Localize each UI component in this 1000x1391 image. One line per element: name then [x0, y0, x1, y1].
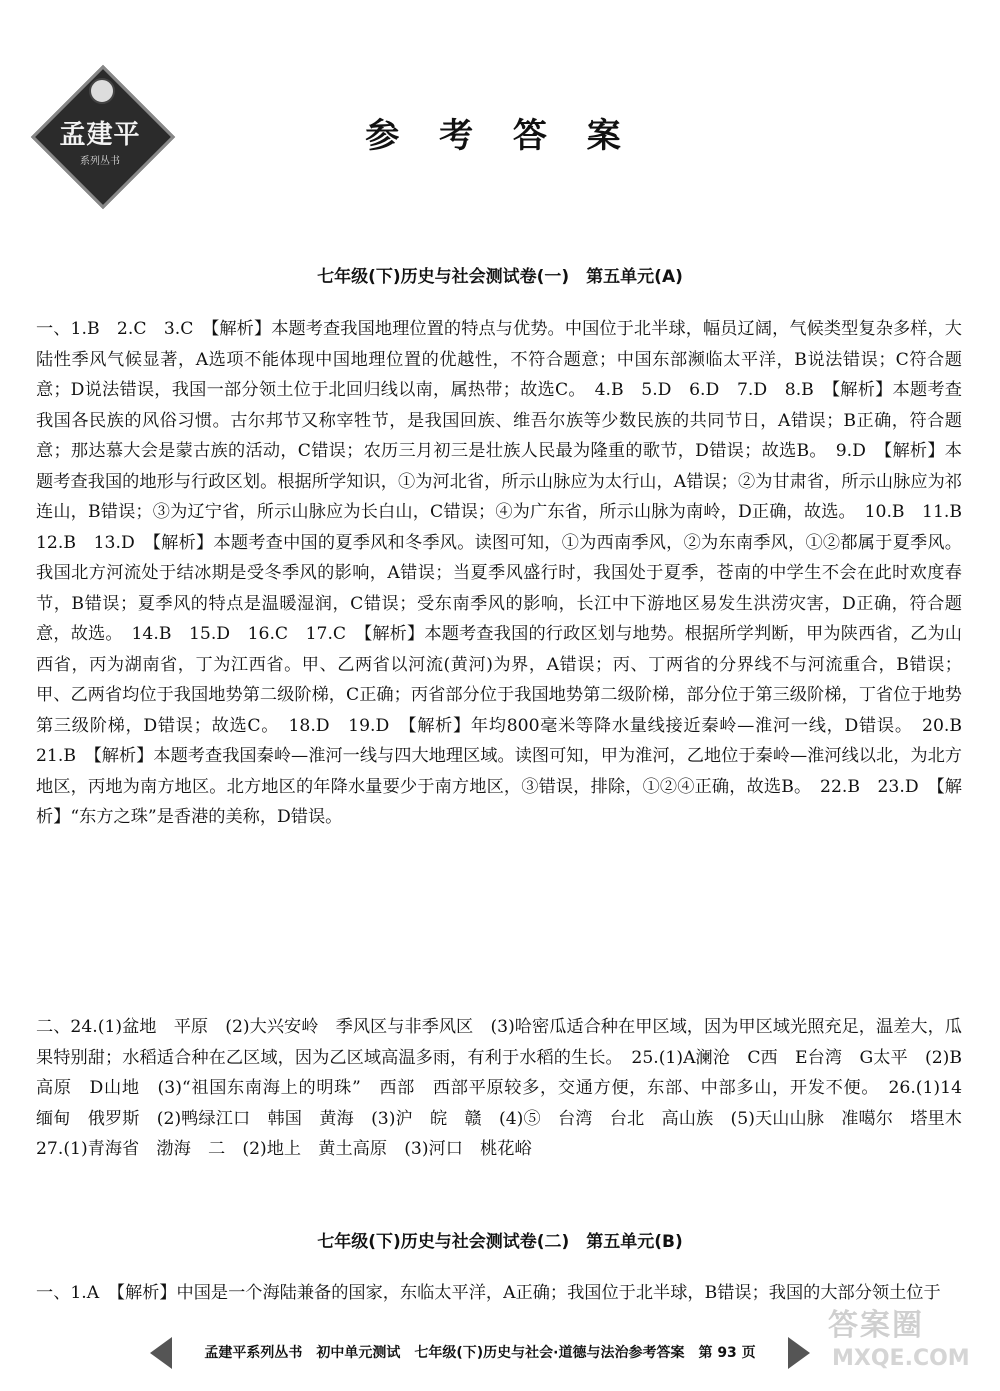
answer-paragraph-3: 一、1.A 【解析】中国是一个海陆兼备的国家，东临太平洋，A正确；我国位于北半球，B错误；我国的大部分领土位于 — [36, 1283, 941, 1303]
answer-paragraph-2: 二、24.(1)盆地 平原 (2)大兴安岭 季风区与非季风区 (3)哈密瓜适合种在甲区域，因为甲区域光照充足，温差大，瓜果特别甜；水稻适合种在乙区域，因为乙区域高温多雨，有利于水稻的生长。 25.(1)A澜沧 C西 E台湾 G太平 (2)B高原 D山地 (3)“祖国东南海上的明珠” 西部 西部平原较多，交通方便，东部、中部多山，开发不便。 26.(1)14 缅甸 俄罗斯 (2)鸭绿江口 韩国 黄海 (3)沪 皖 赣 (4)⑤ 台湾 台北 高山族 (5)天山山脉 准噶尔 塔里木 27.(1)青海省 渤海 二 (2)地上 黄土高原 (3)河口 桃花峪 — [36, 1017, 980, 1159]
footer-left-arrow-icon — [150, 1337, 172, 1369]
footer-text: 孟建平系列丛书 初中单元测试 七年级(下)历史与社会·道德与法治参考答案 第 93 页 — [204, 1345, 756, 1361]
footer-right-arrow-icon — [788, 1337, 810, 1369]
answer-paragraph-1: 一、1.B 2.C 3.C 【解析】本题考查我国地理位置的特点与优势。中国位于北半球，幅员辽阔，气候类型复杂多样，大陆性季风气候显著，A选项不能体现中国地理位置的优越性，不符合题意；中国东部濒临太平洋，B说法错误；C符合题意；D说法错误，我国一部分领土位于北回归线以南，属热带；故选C。 4.B 5.D 6.D 7.D 8.B 【解析】本题考查我国各民族的风俗习惯。古尔邦节又称宰牲节，是我国回族、维吾尔族等少数民族的共同节日，A错误；B正确，符合题意；那达慕大会是蒙古族的活动，C错误；农历三月初三是壮族人民最为隆重的歌节，D错误；故选B。 9.D 【解析】本题考查我国的地形与行政区划。根据所学知识，①为河北省，所示山脉应为太行山，A错误；②为甘肃省，所示山脉应为祁连山，B错误；③为辽宁省，所示山脉应为长白山，C错误；④为广东省，所示山脉为南岭，D正确，故选。 10.B 11.B 12.B 13.D 【解析】本题考查中国的夏季风和冬季风。读图可知，①为西南季风，②为东南季风，①②都属于夏季风。我国北方河流处于结冰期是受冬季风的影响，A错误；当夏季风盛行时，我国处于夏季，苍南的中学生不会在此时欢度春节，B错误；夏季风的特点是温暖湿润，C错误；受东南季风的影响，长江中下游地区易发生洪涝灾害，D正确，符合题意，故选。 14.B 15.D 16.C 17.C 【解析】本题考查我国的行政区划与地势。根据所学判断，甲为陕西省，乙为山西省，丙为湖南省，丁为江西省。甲、乙两省以河流(黄河)为界，A错误；丙、丁两省的分界线不与河流重合，B错误；甲、乙两省均位于我国地势第二级阶梯，C正确；丙省部分位于我国地势第二级阶梯，部分位于第三级阶梯，丁省位于地势第三级阶梯，D错误；故选C。 18.D 19.D 【解析】年均800毫米等降水量线接近秦岭—淮河一线，D错误。 20.B 21.B 【解析】本题考查我国秦岭—淮河一线与四大地理区域。读图可知，甲为淮河，乙地位于秦岭—淮河线以北，为北方地区，丙地为南方地区。北方地区的年降水量要少于南方地区，③错误，排除，①②④正确，故选B。 22.B 23.D 【解析】“东方之珠”是香港的美称，D错误。 — [36, 319, 980, 827]
logo-subtitle: 系列丛书 — [80, 156, 120, 167]
page-title: 参 考 答 案 — [365, 116, 635, 156]
section-heading-2: 七年级(下)历史与社会测试卷(二) 第五单元(B) — [317, 1232, 683, 1252]
logo-badge-icon — [89, 78, 115, 104]
page-footer — [150, 1333, 810, 1373]
watermark-text: 答案圈 — [828, 1308, 924, 1343]
watermark — [818, 1296, 988, 1386]
watermark-url: MXQE.COM — [832, 1346, 970, 1371]
logo-name: 孟建平 — [59, 120, 141, 150]
section-heading-1: 七年级(下)历史与社会测试卷(一) 第五单元(A) — [317, 267, 683, 287]
